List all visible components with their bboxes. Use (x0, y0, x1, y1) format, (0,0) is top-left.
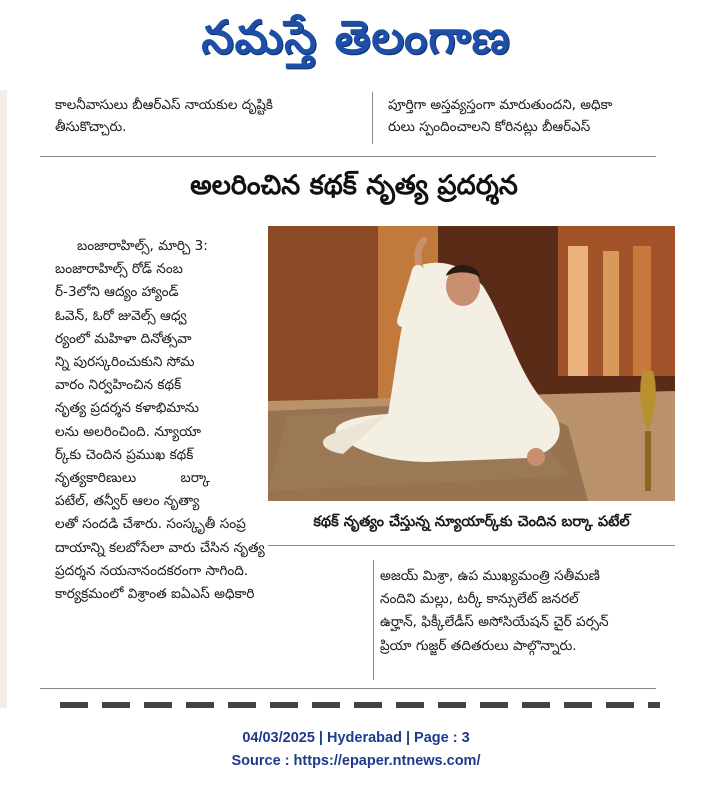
photo-caption: కథక్ నృత్యం చేస్తున్న న్యూయార్క్‌కు చెందిన బర్కా పటేల్ (268, 503, 675, 546)
article-body-left (55, 235, 267, 606)
text-line: న్ని పురస్కరించుకుని సోమ (55, 354, 195, 371)
margin-strip (0, 90, 7, 708)
newspaper-clipping (0, 90, 712, 708)
text-line: అజయ్ మిశ్రా, ఉప ముఖ్యమంత్రి సతీమణి (380, 568, 600, 584)
masthead (0, 0, 712, 86)
text-line: వారం నిర్వహించిన కథక్ (55, 377, 182, 394)
text-line: రులు స్పందించాలని కోరినట్లు బీఆర్ఎస్ (388, 119, 591, 135)
source-link: Source : https://epaper.ntnews.com/ (231, 753, 481, 769)
text-line: నందిని మల్లు, టర్కీ కాన్సులేట్ జనరల్ (380, 591, 579, 608)
text-line: పటేల్, తన్వీర్ ఆలం నృత్యా (55, 493, 200, 510)
text-line: లతో సందడి చేశారు. సంస్కృతీ సంప్ర (55, 516, 246, 533)
text-line: నృత్యకారిణులు బర్కా (55, 470, 210, 487)
text-line: ర్-3లోని ఆద్యం హ్యాండ్ (55, 284, 179, 301)
column-divider (373, 560, 374, 680)
article-headline: అలరించిన కథక్ నృత్య ప్రదర్శన (190, 170, 518, 201)
text-line: బంజారాహిల్స్, మార్చి 3: (77, 238, 208, 254)
text-line: బంజారాహిల్స్ రోడ్ నంబ (55, 261, 183, 278)
text-line: ర్యంలో మహిళా దినోత్సవా (55, 330, 192, 347)
text-line: పూర్తిగా అస్తవ్యస్తంగా మారుతుందని, అధికా (388, 97, 613, 113)
photo-illustration (268, 226, 675, 501)
text-line: ఉర్హాన్, ఫిక్కీలేడీస్ అసోసియేషన్ చైర్ పర్సన్ (380, 614, 609, 631)
edition-info: 04/03/2025 | Hyderabad | Page : 3 (242, 730, 470, 746)
text-line: కాలనీవాసులు బీఆర్ఎస్ నాయకుల దృష్టికి (55, 97, 273, 113)
section-divider (40, 156, 656, 157)
kathak-dancer-photo (268, 226, 675, 501)
section-divider (40, 688, 656, 689)
next-article-headline-fragment (60, 702, 660, 708)
column-divider (372, 92, 373, 144)
previous-article-left (55, 94, 273, 138)
newspaper-logo: నమస్తే తెలంగాణ (201, 10, 511, 64)
text-line: నృత్య ప్రదర్శన కళాభిమాను (55, 400, 199, 417)
text-line: ప్రియా గుజ్జర్ తదితరులు పాల్గొన్నారు. (380, 637, 577, 654)
text-line: ప్రదర్శన నయనానందకరంగా సాగింది. (55, 562, 249, 579)
previous-article-right (388, 94, 612, 138)
text-line: ర్క్‌కు చెందిన ప్రముఖ కథక్ (55, 446, 194, 463)
text-line: కార్యక్రమంలో విశ్రాంత ఐఏఎస్ అధికారి (55, 586, 255, 603)
text-line: లను అలరించింది. న్యూయా (55, 423, 201, 440)
text-line: ఓవెన్, ఓరో జువెల్స్ ఆధ్వ (55, 307, 187, 324)
article-body-right (380, 565, 670, 658)
text-line: దాయాన్ని కలబోసేలా వారు చేసిన నృత్య (55, 539, 265, 556)
text-line: తీసుకొచ్చారు. (55, 119, 127, 135)
